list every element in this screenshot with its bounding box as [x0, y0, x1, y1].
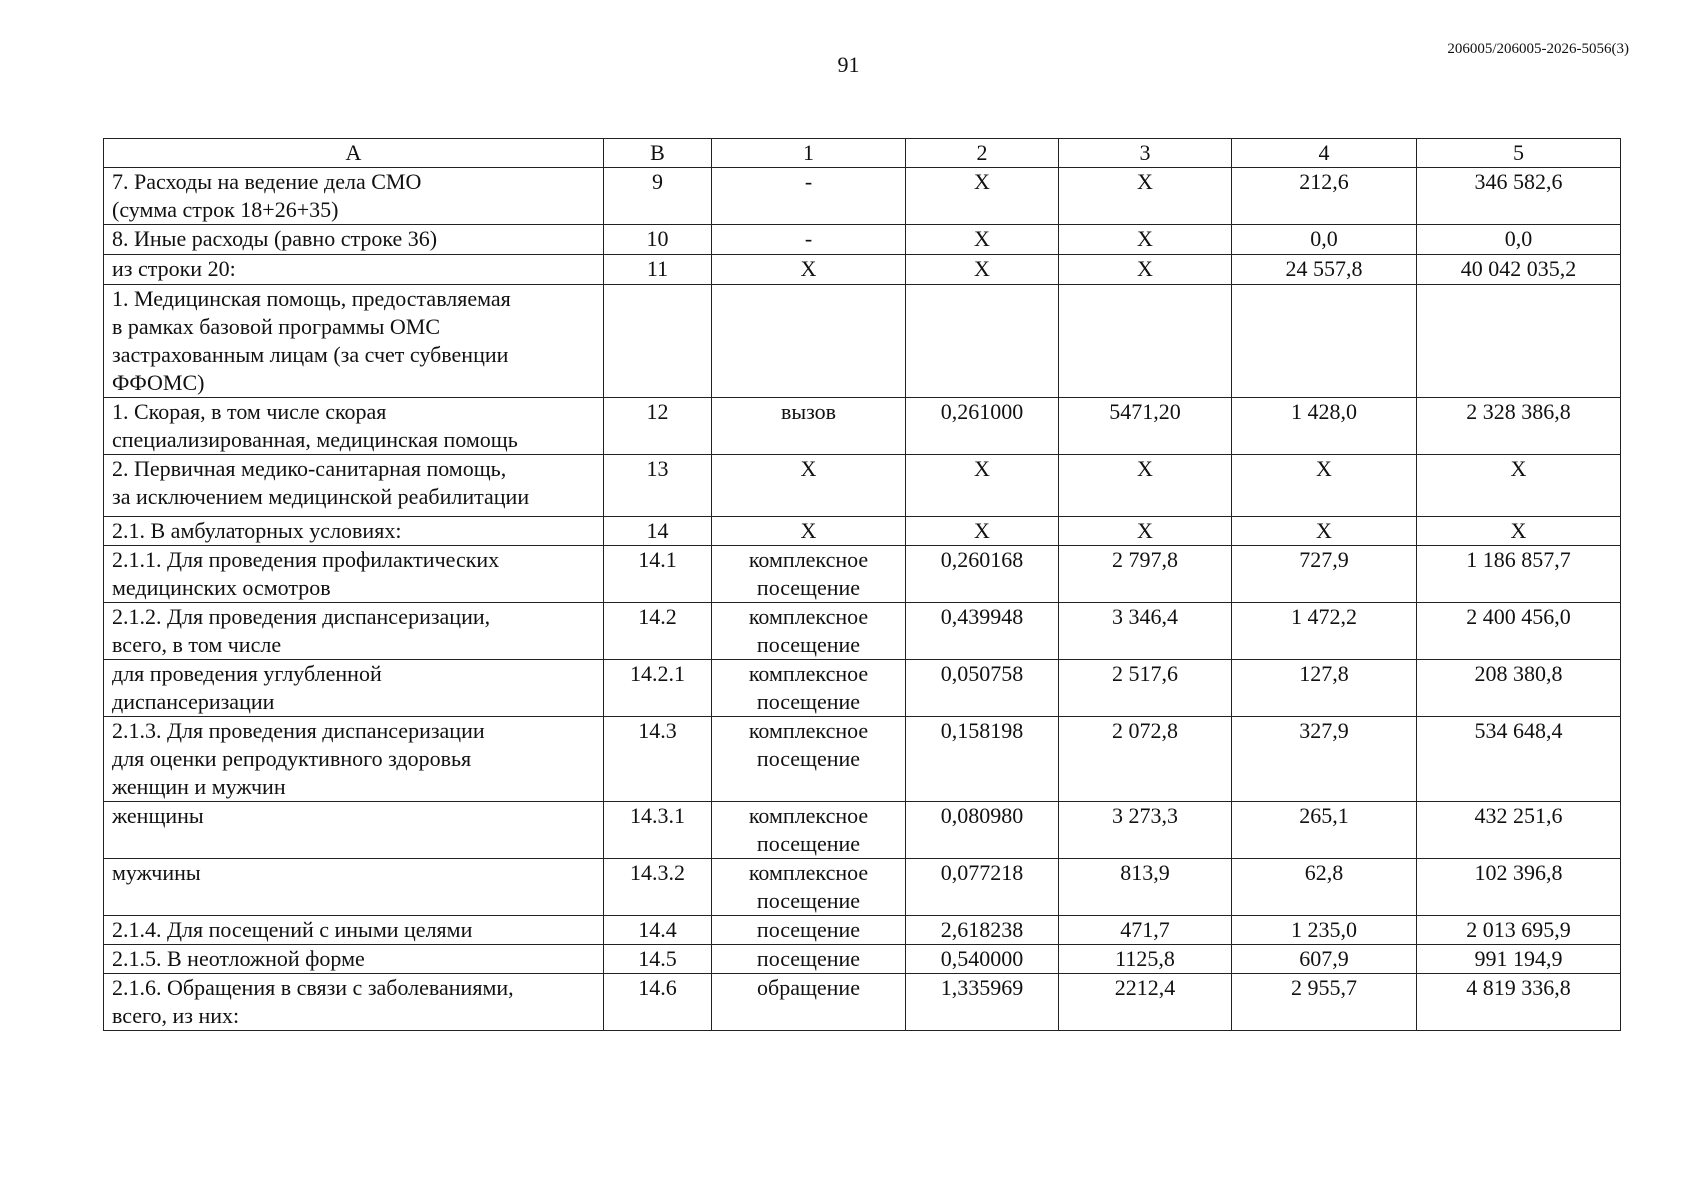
table-cell: 607,9: [1232, 945, 1417, 974]
table-row: [104, 168, 1621, 225]
row-label-cell: 2.1. В амбулаторных условиях:: [104, 517, 604, 546]
table-cell: комплексное посещение: [712, 660, 906, 717]
row-label-cell: 2.1.5. В неотложной форме: [104, 945, 604, 974]
table-cell: Х: [906, 517, 1059, 546]
table-row: [104, 717, 1621, 802]
row-label-cell: для проведения углубленной диспансеризации: [104, 660, 604, 717]
table-cell: 727,9: [1232, 546, 1417, 603]
table-cell: 3 346,4: [1059, 603, 1232, 660]
table-cell: 346 582,6: [1417, 168, 1621, 225]
table-cell: 14: [604, 517, 712, 546]
table-row: [104, 859, 1621, 916]
table-row: [104, 916, 1621, 945]
table-cell: посещение: [712, 945, 906, 974]
table-row: [104, 517, 1621, 546]
table-cell: комплексное посещение: [712, 802, 906, 859]
row-label-cell: женщины: [104, 802, 604, 859]
table-row: [104, 660, 1621, 717]
table-cell: [604, 285, 712, 398]
table-cell: 0,0: [1417, 225, 1621, 255]
table-cell: 327,9: [1232, 717, 1417, 802]
table-cell: 3 273,3: [1059, 802, 1232, 859]
row-label-cell: 2.1.4. Для посещений с иными целями: [104, 916, 604, 945]
table-cell: 0,540000: [906, 945, 1059, 974]
table-cell: 4 819 336,8: [1417, 974, 1621, 1031]
table-cell: Х: [906, 255, 1059, 285]
row-label-cell: мужчины: [104, 859, 604, 916]
table-cell: 1 428,0: [1232, 398, 1417, 455]
table-cell: 2 013 695,9: [1417, 916, 1621, 945]
table-cell: 991 194,9: [1417, 945, 1621, 974]
table-cell: 14.5: [604, 945, 712, 974]
table-row: [104, 945, 1621, 974]
table-cell: 2 517,6: [1059, 660, 1232, 717]
table-cell: Х: [1059, 168, 1232, 225]
table-cell: обращение: [712, 974, 906, 1031]
row-label-cell: 2.1.6. Обращения в связи с заболеваниями, всего, из них:: [104, 974, 604, 1031]
table-cell: 1 472,2: [1232, 603, 1417, 660]
table-cell: Х: [1059, 255, 1232, 285]
column-header: А: [104, 139, 604, 168]
table-cell: 265,1: [1232, 802, 1417, 859]
table-cell: 2 072,8: [1059, 717, 1232, 802]
column-header: 3: [1059, 139, 1232, 168]
table-cell: Х: [1417, 517, 1621, 546]
document-id: 206005/206005-2026-5056(3): [1447, 41, 1629, 57]
page-number: 91: [837, 52, 860, 77]
table-cell: 127,8: [1232, 660, 1417, 717]
table-cell: 0,439948: [906, 603, 1059, 660]
table-cell: 14.1: [604, 546, 712, 603]
table-cell: 9: [604, 168, 712, 225]
table-cell: 534 648,4: [1417, 717, 1621, 802]
table-cell: 2 955,7: [1232, 974, 1417, 1031]
column-header: В: [604, 139, 712, 168]
table-cell: [1232, 285, 1417, 398]
table-cell: -: [712, 225, 906, 255]
table-body: [104, 168, 1621, 1031]
table-cell: 102 396,8: [1417, 859, 1621, 916]
table-cell: 0,0: [1232, 225, 1417, 255]
column-header: 2: [906, 139, 1059, 168]
table-cell: 14.3.2: [604, 859, 712, 916]
table-cell: -: [712, 168, 906, 225]
table-cell: 11: [604, 255, 712, 285]
table-header-row: [104, 139, 1621, 168]
table-cell: 14.3.1: [604, 802, 712, 859]
table-cell: 0,077218: [906, 859, 1059, 916]
table-cell: [1417, 285, 1621, 398]
row-label-cell: 2. Первичная медико-санитарная помощь, за исключением медицинской реабилитации: [104, 455, 604, 517]
table-cell: 0,261000: [906, 398, 1059, 455]
table-cell: 40 042 035,2: [1417, 255, 1621, 285]
table-cell: 208 380,8: [1417, 660, 1621, 717]
table-cell: 0,050758: [906, 660, 1059, 717]
table-cell: Х: [906, 455, 1059, 517]
table-cell: 14.2.1: [604, 660, 712, 717]
table-cell: 1 235,0: [1232, 916, 1417, 945]
table-cell: [1059, 285, 1232, 398]
table-cell: комплексное посещение: [712, 717, 906, 802]
row-label-cell: 2.1.1. Для проведения профилактических медицинских осмотров: [104, 546, 604, 603]
table-cell: Х: [712, 517, 906, 546]
table-cell: 2 797,8: [1059, 546, 1232, 603]
table-cell: комплексное посещение: [712, 859, 906, 916]
table-cell: [712, 285, 906, 398]
table-cell: 14.2: [604, 603, 712, 660]
table-cell: Х: [1059, 225, 1232, 255]
row-label-cell: 8. Иные расходы (равно строке 36): [104, 225, 604, 255]
table-cell: 432 251,6: [1417, 802, 1621, 859]
table-cell: 14.6: [604, 974, 712, 1031]
column-header: 1: [712, 139, 906, 168]
data-table: [103, 138, 1621, 1031]
table-cell: 12: [604, 398, 712, 455]
table-row: [104, 455, 1621, 517]
row-label-cell: из строки 20:: [104, 255, 604, 285]
table-cell: Х: [906, 225, 1059, 255]
table-cell: 2 400 456,0: [1417, 603, 1621, 660]
table-cell: 1125,8: [1059, 945, 1232, 974]
table-row: [104, 255, 1621, 285]
table-cell: [906, 285, 1059, 398]
table-cell: 0,080980: [906, 802, 1059, 859]
table-cell: 2212,4: [1059, 974, 1232, 1031]
table-cell: 13: [604, 455, 712, 517]
table-cell: 10: [604, 225, 712, 255]
column-header: 4: [1232, 139, 1417, 168]
table-row: [104, 974, 1621, 1031]
table-cell: Х: [712, 455, 906, 517]
table-cell: Х: [712, 255, 906, 285]
table-cell: 5471,20: [1059, 398, 1232, 455]
row-label-cell: 7. Расходы на ведение дела СМО (сумма строк 18+26+35): [104, 168, 604, 225]
table-cell: посещение: [712, 916, 906, 945]
table-cell: комплексное посещение: [712, 546, 906, 603]
table-cell: Х: [1232, 455, 1417, 517]
table-cell: 813,9: [1059, 859, 1232, 916]
row-label-cell: 2.1.2. Для проведения диспансеризации, всего, в том числе: [104, 603, 604, 660]
table-cell: 1 186 857,7: [1417, 546, 1621, 603]
row-label-cell: 1. Скорая, в том числе скорая специализированная, медицинская помощь: [104, 398, 604, 455]
table-cell: комплексное посещение: [712, 603, 906, 660]
table-row: [104, 225, 1621, 255]
table-row: [104, 802, 1621, 859]
table-cell: 0,158198: [906, 717, 1059, 802]
table-cell: 212,6: [1232, 168, 1417, 225]
table-cell: 2,618238: [906, 916, 1059, 945]
table-cell: вызов: [712, 398, 906, 455]
table-cell: 0,260168: [906, 546, 1059, 603]
row-label-cell: 1. Медицинская помощь, предоставляемая в рамках базовой программы ОМС застрахованным лицам (за счет субвенции ФФОМС): [104, 285, 604, 398]
column-header: 5: [1417, 139, 1621, 168]
row-label-cell: 2.1.3. Для проведения диспансеризации для оценки репродуктивного здоровья женщин и мужчин: [104, 717, 604, 802]
table-cell: 1,335969: [906, 974, 1059, 1031]
table-cell: Х: [1232, 517, 1417, 546]
table-cell: 471,7: [1059, 916, 1232, 945]
table-cell: 14.4: [604, 916, 712, 945]
table-row: [104, 546, 1621, 603]
table-cell: Х: [1059, 455, 1232, 517]
table-row: [104, 285, 1621, 398]
table-cell: 62,8: [1232, 859, 1417, 916]
table-row: [104, 603, 1621, 660]
table-cell: Х: [906, 168, 1059, 225]
table-cell: Х: [1059, 517, 1232, 546]
table-cell: 24 557,8: [1232, 255, 1417, 285]
table-cell: Х: [1417, 455, 1621, 517]
table-row: [104, 398, 1621, 455]
table-cell: 2 328 386,8: [1417, 398, 1621, 455]
table-cell: 14.3: [604, 717, 712, 802]
